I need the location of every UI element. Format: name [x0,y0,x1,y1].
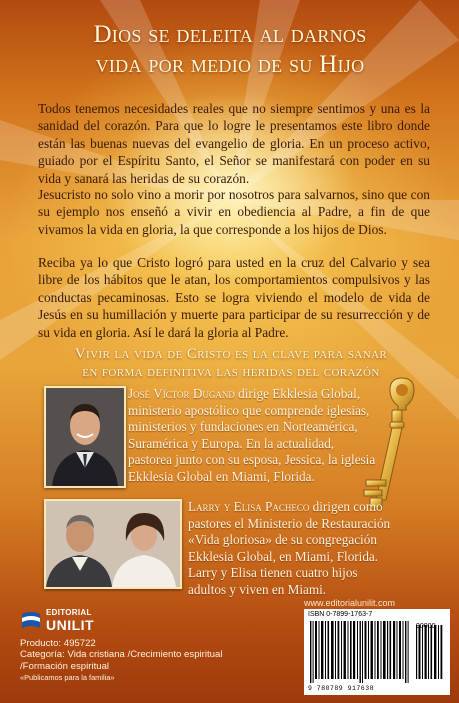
paragraph-3: Reciba ya lo que Cristo logró para usted en la cruz del Calvario y sea libre de los hábitos que le atan, los comportamientos compulsivos y las conductas pecaminosas. Esto se logra viviendo el modelo de vida de Jesús en su humillación y muerte para participar de su resurrección y de su vida en gloria. Así le dará la gloria al Padre. [38,255,430,340]
publisher-name-bottom: UNILIT [46,617,95,633]
product-code: Producto: 495722 [20,638,96,649]
barcode-digits: 9 780789 917638 [308,685,375,692]
author-name-dugand: José Víctor Dugand [128,386,235,401]
isbn-label: ISBN 0-7899-1763-7 [308,611,373,618]
title-line-2: vida por medio de su Hijo [95,51,365,78]
portrait-man-icon [46,388,124,486]
tagline-line-2: en forma definitiva las heridas del corazón [82,364,380,380]
paragraph-1: Todos tenemos necesidades reales que no siempre sentimos y una es la sanidad del corazón. Para que lo logre le presentamos este libro donde están las buenas nuevas del evangelio de gloria. En un proceso activo, guiado por el Espíritu Santo, el Señor se manifestará con poder en su vida y sanará las heridas de su corazón. [38,101,430,186]
author-photo-dugand [44,386,126,488]
tagline-line-1: Vivir la vida de Cristo es la clave para sanar [74,346,388,362]
paragraph-2: Jesucristo no solo vino a morir por nosotros para salvarnos, sino que con su ejemplo nos enseñó a vivir en obediencia al Padre, a fin de que vivamos la vida en gloria, la que corresponde a los hijos de Dios. [38,187,430,237]
product-info [20,638,222,684]
barcode-icon [308,621,446,683]
portrait-couple-icon [46,501,180,587]
author-name-pacheco: Larry y Elisa Pacheco [188,499,310,514]
product-category: Categoría: Vida cristiana /Crecimiento espiritual [20,649,223,661]
author-bio-text-dugand: dirige Ekklesia Global, ministerio apostólico que comprende iglesias, ministerios y fundaciones en Norteamérica, Suramérica y Europa. En la actualidad, pastorea junto con su esposa, Jessica, la iglesia Ekklesia Global en Miami, Florida. [128,386,376,484]
publisher-emblem-icon [20,608,42,630]
publisher-logo [20,604,130,636]
title-line-1: Dios se deleita al darnos [93,21,367,48]
product-category-2: /Formación espiritual [20,660,110,672]
author-bio-text-pacheco: dirigen como pastores el Ministerio de Restauración «Vida gloriosa» de su congregación Ekklesia Global, en Miami, Florida. Larry y Elisa tienen cuatro hijos adultos y viven en Miami. [188,499,391,597]
barcode-panel [304,609,450,695]
cover-title [20,20,440,80]
author-bio-pacheco [188,499,398,599]
product-series: «Publicamos para la familia» [20,673,115,683]
author-photo-pacheco [44,499,182,589]
publisher-name-top: EDITORIAL [46,608,92,617]
publisher-website: www.editorialunilit.com [304,598,396,608]
